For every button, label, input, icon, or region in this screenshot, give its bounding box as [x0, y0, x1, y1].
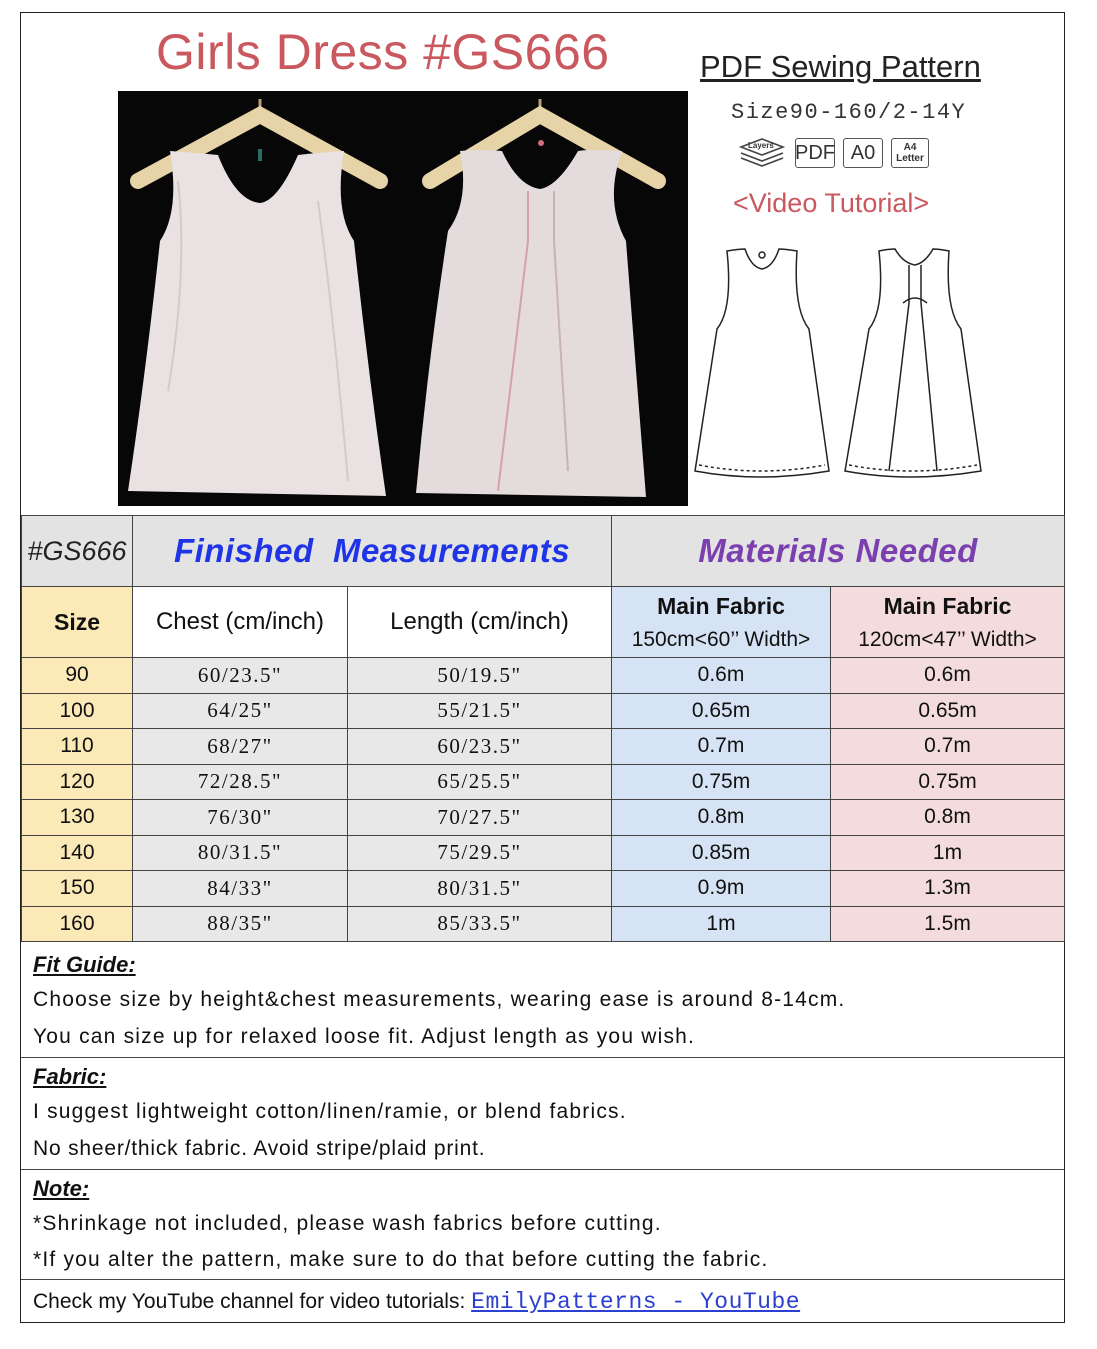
- length-cell: 70/27.5": [348, 800, 612, 836]
- fabric-heading-text: Fabric: [33, 1064, 100, 1089]
- youtube-channel-link[interactable]: EmilyPatterns - YouTube: [471, 1289, 801, 1315]
- fabric1-amount-cell: 0.9m: [612, 871, 831, 907]
- materials-needed-title: Materials Needed: [612, 516, 1065, 587]
- fit-guide-heading-text: Fit Guide: [33, 952, 129, 977]
- measurements-table: [21, 515, 1065, 942]
- chest-cell: 68/27": [133, 729, 348, 765]
- table-row: [22, 835, 1065, 871]
- fabric2-amount-cell: 0.8m: [831, 800, 1065, 836]
- length-cell: 50/19.5": [348, 658, 612, 694]
- letter-label: Letter: [896, 153, 924, 164]
- fabric1-amount-cell: 0.85m: [612, 835, 831, 871]
- pattern-code: #GS666: [22, 516, 133, 587]
- fabric2-amount-cell: 0.7m: [831, 729, 1065, 765]
- fit-guide-section: [21, 946, 1064, 1058]
- size-column-header: Size: [22, 587, 133, 658]
- fabric1-column-header: [612, 587, 831, 658]
- chest-cell: 84/33": [133, 871, 348, 907]
- chest-cell: 72/28.5": [133, 764, 348, 800]
- fabric2-amount-cell: 1m: [831, 835, 1065, 871]
- fabric1-amount-cell: 0.65m: [612, 693, 831, 729]
- fabric1-amount-cell: 0.8m: [612, 800, 831, 836]
- fabric2-name: Main Fabric: [883, 592, 1012, 619]
- fabric1-amount-cell: 0.75m: [612, 764, 831, 800]
- youtube-section: [21, 1280, 1064, 1324]
- layers-label: Layers: [748, 141, 774, 150]
- youtube-line: [33, 1289, 800, 1315]
- size-cell: 160: [22, 906, 133, 942]
- chest-cell: 76/30": [133, 800, 348, 836]
- table-row: [22, 800, 1065, 836]
- chest-cell: 80/31.5": [133, 835, 348, 871]
- table-header-row: [22, 587, 1065, 658]
- finished-measurements-title: Finished Measurements: [133, 516, 612, 587]
- pdf-badge: PDF: [795, 138, 835, 168]
- a4-label: A4: [903, 142, 917, 153]
- size-cell: 120: [22, 764, 133, 800]
- pdf-pattern-title: PDF Sewing Pattern: [700, 49, 981, 84]
- table-row: [22, 729, 1065, 765]
- length-cell: 60/23.5": [348, 729, 612, 765]
- fit-guide-line-1: Choose size by height&chest measurements, wearing ease is around 8-14cm.: [33, 988, 846, 1011]
- length-cell: 55/21.5": [348, 693, 612, 729]
- size-cell: 130: [22, 800, 133, 836]
- table-row: [22, 764, 1065, 800]
- technical-sketch: [689, 239, 989, 489]
- table-row: [22, 906, 1065, 942]
- chest-column-header: Chest (cm/inch): [133, 587, 348, 658]
- size-range-label: Size90-160/2-14Y: [731, 100, 967, 125]
- fabric2-amount-cell: 0.75m: [831, 764, 1065, 800]
- fabric2-column-header: [831, 587, 1065, 658]
- size-cell: 110: [22, 729, 133, 765]
- chest-cell: 64/25": [133, 693, 348, 729]
- layers-icon: [737, 136, 787, 170]
- back-sketch: [845, 249, 981, 477]
- youtube-text: Check my YouTube channel for video tutorials:: [33, 1290, 472, 1313]
- format-badges: [737, 135, 929, 171]
- length-cell: 85/33.5": [348, 906, 612, 942]
- size-cell: 150: [22, 871, 133, 907]
- note-heading: Note:: [33, 1176, 90, 1201]
- note-section: [21, 1170, 1064, 1280]
- table-title-row: [22, 516, 1065, 587]
- fit-guide-heading: Fit Guide:: [33, 952, 136, 977]
- length-cell: 80/31.5": [348, 871, 612, 907]
- length-cell: 65/25.5": [348, 764, 612, 800]
- fabric2-amount-cell: 0.65m: [831, 693, 1065, 729]
- fabric1-width: 150cm<60’’ Width>: [631, 627, 811, 651]
- fabric-section: [21, 1058, 1064, 1170]
- length-cell: 75/29.5": [348, 835, 612, 871]
- note-heading-text: Note: [33, 1176, 82, 1201]
- page-title: Girls Dress #GS666: [156, 24, 610, 80]
- dress-photo: [118, 91, 688, 506]
- length-column-header: Length (cm/inch): [348, 587, 612, 658]
- a4-letter-badge: [891, 138, 929, 168]
- fabric2-amount-cell: 1.3m: [831, 871, 1065, 907]
- size-cell: 100: [22, 693, 133, 729]
- table-row: [22, 693, 1065, 729]
- fabric1-amount-cell: 0.7m: [612, 729, 831, 765]
- size-cell: 140: [22, 835, 133, 871]
- pattern-sheet: [20, 12, 1065, 1323]
- a0-badge: A0: [843, 138, 883, 168]
- table-row: [22, 658, 1065, 694]
- video-tutorial-label: <Video Tutorial>: [733, 188, 930, 218]
- table-row: [22, 871, 1065, 907]
- fabric2-amount-cell: 0.6m: [831, 658, 1065, 694]
- fabric2-amount-cell: 1.5m: [831, 906, 1065, 942]
- fabric1-amount-cell: 0.6m: [612, 658, 831, 694]
- fit-guide-line-2: You can size up for relaxed loose fit. Adjust length as you wish.: [33, 1025, 696, 1048]
- fabric-heading: Fabric:: [33, 1064, 107, 1089]
- chest-cell: 88/35": [133, 906, 348, 942]
- front-sketch: [695, 249, 829, 477]
- table-body: [22, 658, 1065, 942]
- fabric2-width: 120cm<47’’ Width>: [858, 627, 1037, 651]
- fabric-line-1: I suggest lightweight cotton/linen/ramie, or blend fabrics.: [33, 1100, 627, 1123]
- chest-cell: 60/23.5": [133, 658, 348, 694]
- fabric1-name: Main Fabric: [657, 592, 785, 619]
- fabric1-amount-cell: 1m: [612, 906, 831, 942]
- note-line-1: *Shrinkage not included, please wash fabrics before cutting.: [33, 1212, 662, 1235]
- note-line-2: *If you alter the pattern, make sure to do that before cutting the fabric.: [33, 1248, 769, 1271]
- fabric-line-2: No sheer/thick fabric. Avoid stripe/plaid print.: [33, 1137, 486, 1160]
- size-cell: 90: [22, 658, 133, 694]
